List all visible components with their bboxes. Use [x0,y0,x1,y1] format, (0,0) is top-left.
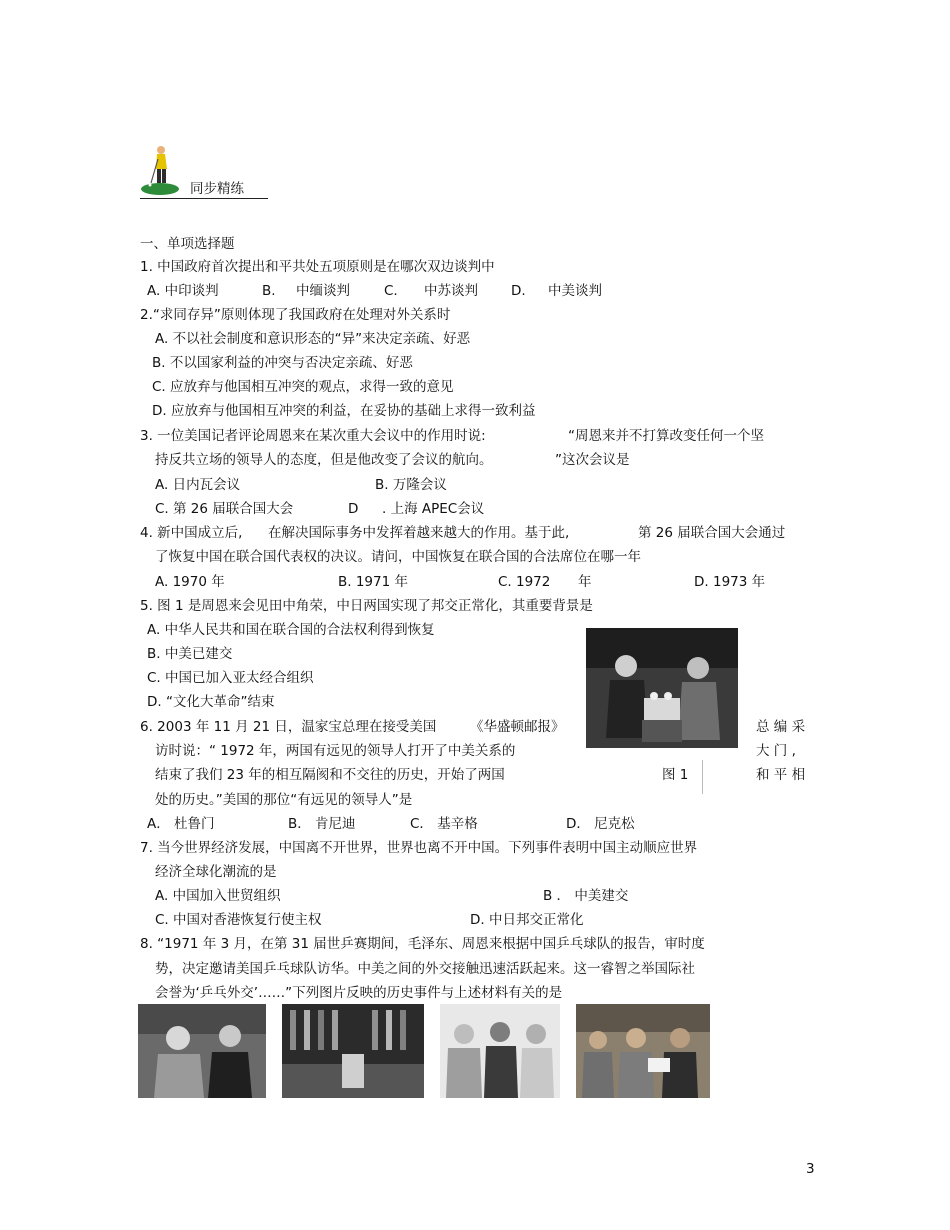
q6-stem-line2-a: 访时说：“ 1972 年，两国有远见的领导人打开了中美关系的 [155,743,516,759]
q6-stem-line1-c: 总 编 采 [756,719,806,735]
q7-option-d: D. 中日邦交正常化 [470,912,584,928]
q3-option-a: A. 日内瓦会议 [155,477,241,493]
q4-option-b: B. 1971 年 [338,574,408,590]
q4-option-c-year: C. 1972 [498,574,551,590]
q1-option-b-text: 中缅谈判 [296,283,350,299]
q8-stem-line3: 会誉为‘乒乓外交’……”下列图片反映的历史事件与上述材料有关的是 [155,985,563,1001]
q6-option-d: D． 尼克松 [566,816,635,832]
q1-option-c-letter: C. [384,283,398,299]
q4-stem-line1-b: 在解决国际事务中发挥着越来越大的作用。基于此, [268,525,570,541]
q3-option-d-letter: D [348,501,359,517]
section-title: 一、单项选择题 [140,236,235,252]
q1-option-d-letter: D. [511,283,526,299]
section-header-title: 同步精练 [190,181,244,197]
q4-stem-line1-a: 4. 新中国成立后, [140,525,243,541]
q6-stem-line3-b: 和 平 相 [756,767,806,783]
q3-stem-line2-a: 持反共立场的领导人的态度，但是他改变了会议的航向。 [155,452,493,468]
q6-stem-line1-a: 6. 2003 年 11 月 21 日，温家宝总理在接受美国 [140,719,437,735]
figure-1-caption: 图 1 [662,767,689,783]
q6-option-b: B． 肯尼迪 [288,816,356,832]
q8-photo-4 [576,1004,710,1098]
q5-option-a: A. 中华人民共和国在联合国的合法权利得到恢复 [147,622,435,638]
q4-option-c-unit: 年 [578,574,592,590]
q2-option-c: C. 应放弃与他国相互冲突的观点，求得一致的意见 [152,379,454,395]
golfer-emblem [140,143,192,199]
q6-stem-line2-b: 大 门 , [756,743,796,759]
q3-option-c: C. 第 26 届联合国大会 [155,501,294,517]
q1-stem: 1. 中国政府首次提出和平共处五项原则是在哪次双边谈判中 [140,259,495,275]
q4-option-a: A. 1970 年 [155,574,225,590]
q4-stem-line2: 了恢复中国在联合国代表权的决议。请问，中国恢复在联合国的合法席位在哪一年 [155,549,641,565]
q3-stem-line2-b: ”这次会议是 [555,452,630,468]
q5-option-b: B. 中美已建交 [147,646,233,662]
q5-stem: 5. 图 1 是周恩来会见田中角荣，中日两国实现了邦交正常化，其重要背景是 [140,598,593,614]
q5-option-c: C. 中国已加入亚太经合组织 [147,670,314,686]
q1-option-d-text: 中美谈判 [548,283,602,299]
q7-option-c: C. 中国对香港恢复行使主权 [155,912,322,928]
q2-option-a: A. 不以社会制度和意识形态的“异”来决定亲疏、好恶 [155,331,471,347]
q6-option-a: A． 杜鲁门 [147,816,215,832]
q8-photo-1 [138,1004,266,1098]
q4-stem-line1-c: 第 26 届联合国大会通过 [638,525,786,541]
q7-stem-line1: 7. 当今世界经济发展，中国离不开世界，世界也离不开中国。下列事件表明中国主动顺应世界 [140,840,698,856]
q2-stem: 2.“求同存异”原则体现了我国政府在处理对外关系时 [140,307,451,323]
figure-1-divider [702,760,703,794]
q7-option-b: B ． 中美建交 [543,888,629,904]
q7-stem-line2: 经济全球化潮流的是 [155,864,277,880]
q6-stem-line3-a: 结束了我们 23 年的相互隔阂和不交往的历史，开始了两国 [155,767,505,783]
q1-option-b-letter: B. [262,283,276,299]
header-underline [140,198,268,199]
q2-option-b: B. 不以国家利益的冲突与否决定亲疏、好恶 [152,355,413,371]
q6-option-c: C． 基辛格 [410,816,478,832]
q3-stem-line1-a: 3. 一位美国记者评论周恩来在某次重大会议中的作用时说: [140,428,486,444]
q6-stem-line1-b: 《华盛顿邮报》 [470,719,565,735]
q7-option-a: A. 中国加入世贸组织 [155,888,281,904]
figure-1-photo [586,628,738,748]
q2-option-d: D. 应放弃与他国相互冲突的利益，在妥协的基础上求得一致利益 [152,403,536,419]
q5-option-d: D. “文化大革命”结束 [147,694,275,710]
q1-option-c-text: 中苏谈判 [424,283,478,299]
q3-option-b: B. 万隆会议 [375,477,447,493]
q3-stem-line1-b: “周恩来并不打算改变任何一个坚 [568,428,764,444]
q1-option-a: A. 中印谈判 [147,283,219,299]
q6-stem-line4: 处的历史。”美国的那位“有远见的领导人”是 [155,792,413,808]
page-number: 3 [806,1161,815,1177]
q8-stem-line2: 势，决定邀请美国乒乓球队访华。中美之间的外交接触迅速活跃起来。这一睿智之举国际社 [155,961,695,977]
q8-photo-2 [282,1004,424,1098]
q8-stem-line1: 8. “1971 年 3 月，在第 31 届世乒赛期间，毛泽东、周恩来根据中国乒乓球队的报告，审时度 [140,936,705,952]
q8-photo-3 [440,1004,560,1098]
q4-option-d: D. 1973 年 [694,574,766,590]
q3-option-d-text: . 上海 APEC会议 [382,501,485,517]
